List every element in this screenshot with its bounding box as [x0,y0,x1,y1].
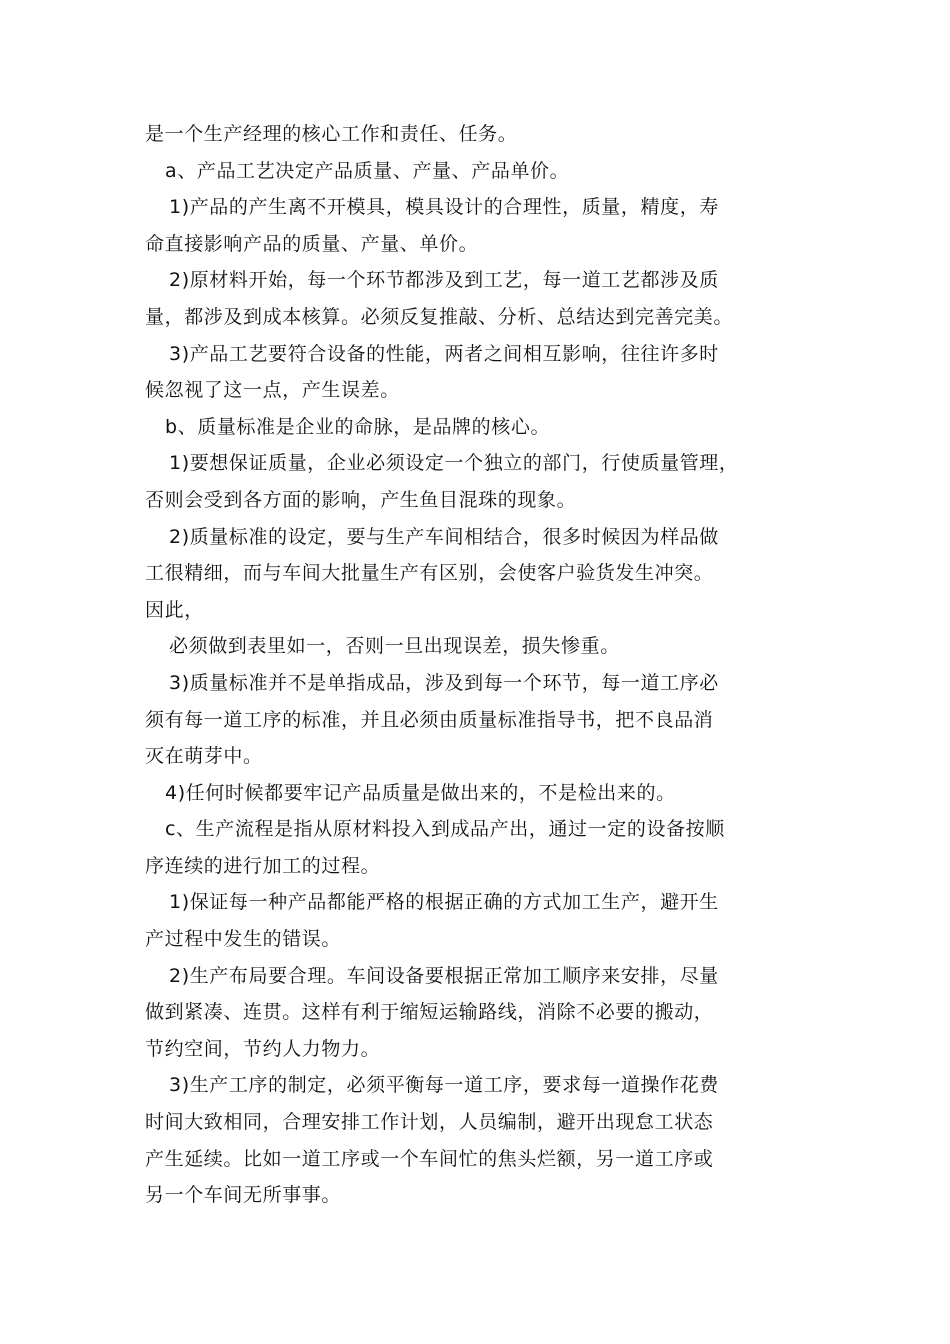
paragraph-line: 时间大致相同，合理安排工作计划，人员编制，避开出现怠工状态 [145,1111,714,1134]
list-item-line: 3)产品工艺要符合设备的性能，两者之间相互影响，往往许多时 [169,342,719,365]
paragraph-line: 是一个生产经理的核心工作和责任、任务。 [145,123,518,145]
paragraph-line: 产生延续。比如一道工序或一个车间忙的焦头烂额，另一道工序或 [145,1147,714,1170]
list-item-line: 2)质量标准的设定，要与生产车间相结合，很多时候因为样品做 [169,525,719,548]
paragraph-line: 另一个车间无所事事。 [145,1184,342,1207]
paragraph-line: 工很精细，而与车间大批量生产有区别，会使客户验货发生冲突。 [145,562,714,585]
section-heading-a: a、产品工艺决定产品质量、产量、产品单价。 [165,159,570,182]
paragraph-line: 必须做到表里如一，否则一旦出现误差，损失惨重。 [169,635,620,658]
list-item-line: 1)产品的产生离不开模具，模具设计的合理性，质量，精度，寿 [169,196,719,219]
paragraph-line: 做到紧凑、连贯。这样有利于缩短运输路线，消除不必要的搬动， [145,1001,714,1024]
paragraph-line: 候忽视了这一点，产生误差。 [145,379,400,402]
list-item-line: 3)生产工序的制定，必须平衡每一道工序，要求每一道操作花费 [169,1074,719,1097]
list-item-line: 2)原材料开始，每一个环节都涉及到工艺，每一道工艺都涉及质 [169,269,719,292]
section-heading-b: b、质量标准是企业的命脉，是品牌的核心。 [165,415,551,438]
paragraph-line: 命直接影响产品的质量、产量、单价。 [145,232,479,255]
list-item-line: 3)质量标准并不是单指成品，涉及到每一个环节，每一道工序必 [169,671,719,694]
paragraph-line: 节约空间，节约人力物力。 [145,1037,381,1060]
list-item-line: 1)要想保证质量，企业必须设定一个独立的部门，行使质量管理， [169,452,739,475]
paragraph-line: 否则会受到各方面的影响，产生鱼目混珠的现象。 [145,488,577,511]
list-item-line: 1)保证每一种产品都能严格的根据正确的方式加工生产，避开生 [169,891,719,914]
paragraph-line: 量，都涉及到成本核算。必须反复推敲、分析、总结达到完善完美。 [145,305,734,328]
paragraph-line: 序连续的进行加工的过程。 [145,854,381,877]
body-text [145,116,810,1214]
paragraph-line: 因此， [145,598,204,621]
section-heading-c: c、生产流程是指从原材料投入到成品产出，通过一定的设备按顺 [165,818,725,841]
list-item-line: 4)任何时候都要牢记产品质量是做出来的，不是检出来的。 [165,781,676,804]
paragraph-line: 产过程中发生的错误。 [145,928,342,951]
paragraph-line: 灭在萌芽中。 [145,745,263,768]
list-item-line: 2)生产布局要合理。车间设备要根据正常加工顺序来安排，尽量 [169,964,719,987]
paragraph-line: 须有每一道工序的标准，并且必须由质量标准指导书，把不良品消 [145,708,714,731]
